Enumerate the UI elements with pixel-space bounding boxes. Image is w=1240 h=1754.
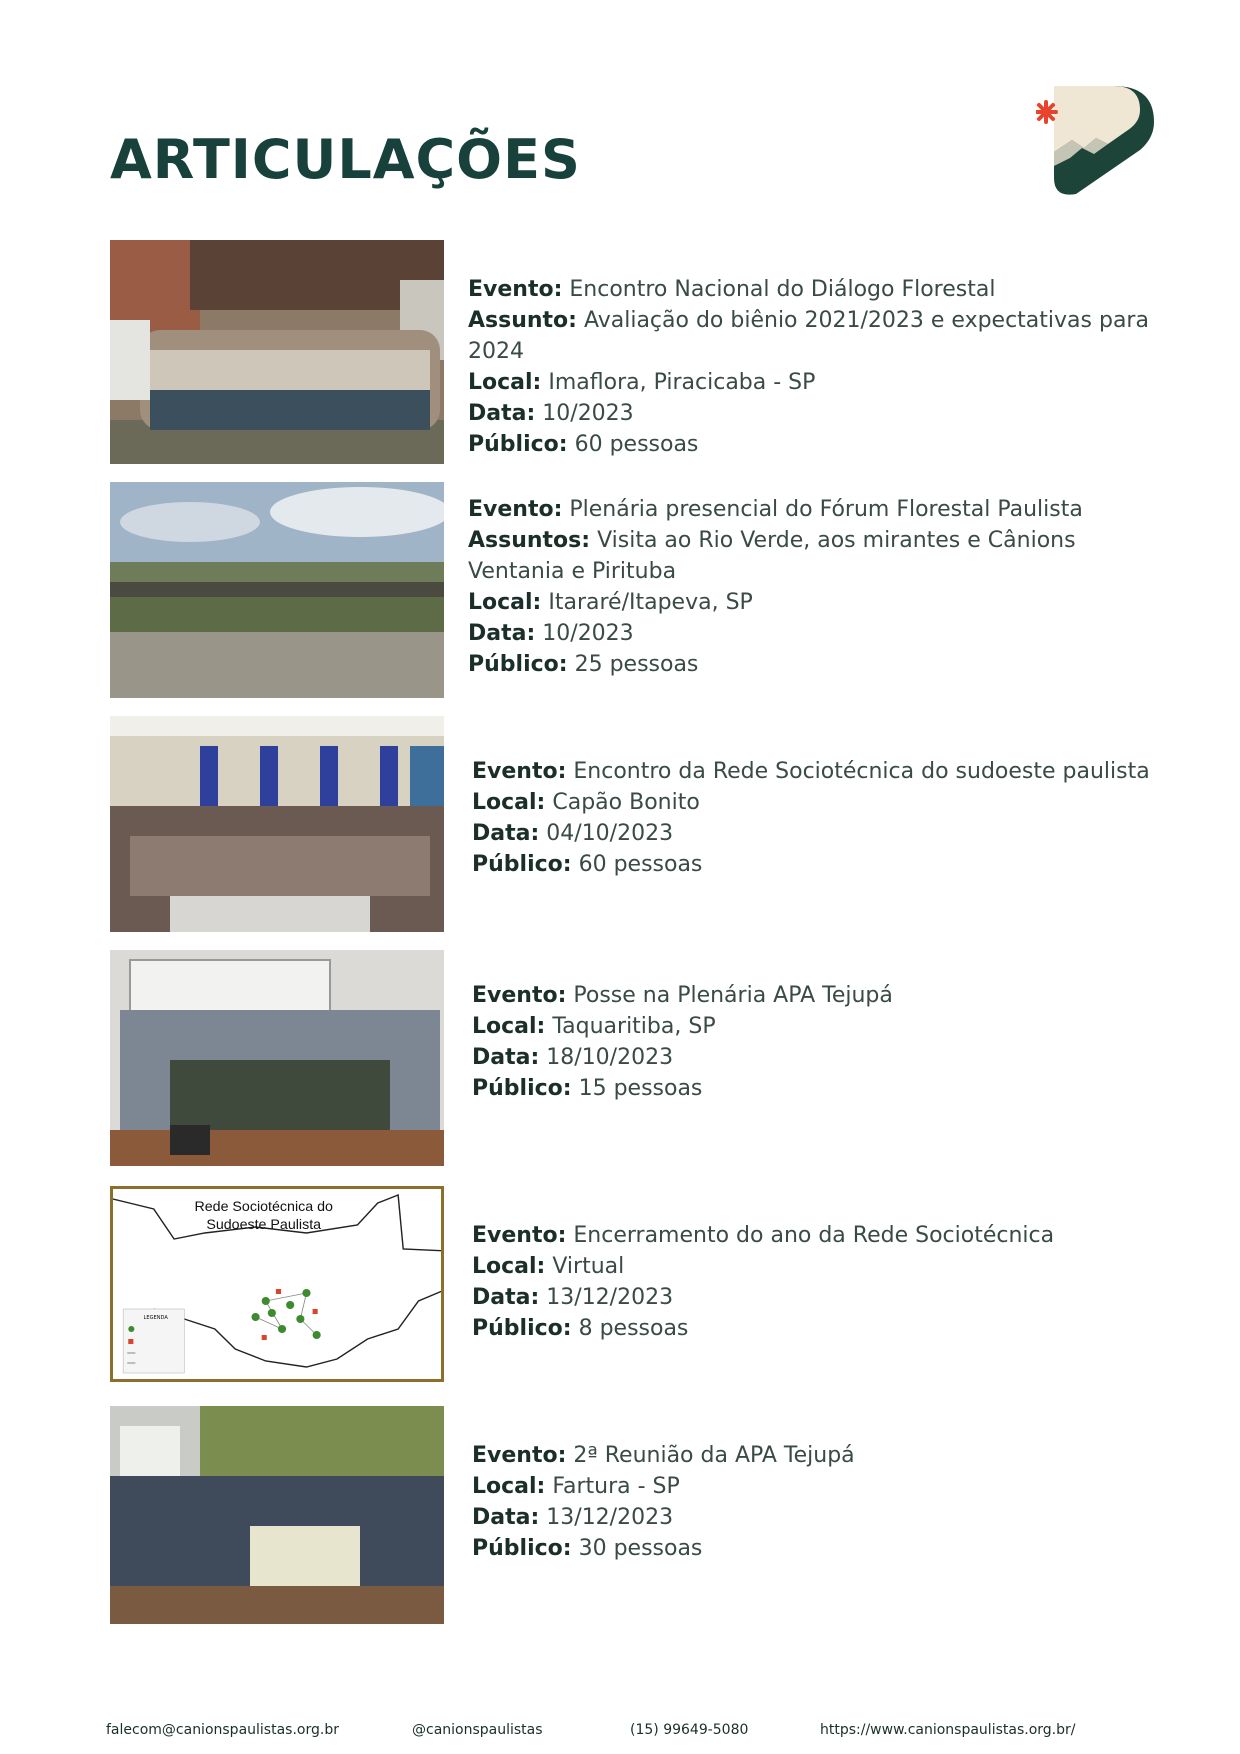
data-label: Data:	[472, 821, 540, 846]
map-legend-title: LEGENDA	[143, 1315, 168, 1321]
photo-meeting-room-3	[110, 716, 444, 932]
local-value: Itararé/Itapeva, SP	[548, 590, 753, 615]
evento-label: Evento:	[472, 759, 567, 784]
local-label: Local:	[468, 590, 542, 615]
evento-label: Evento:	[468, 277, 563, 302]
footer-email[interactable]: falecom@canionspaulistas.org.br	[106, 1722, 339, 1738]
evento-value: 2ª Reunião da APA Tejupá	[573, 1443, 855, 1468]
photo-group-event-6	[110, 1406, 444, 1624]
entry-5	[110, 1186, 1150, 1382]
publico-value: 25 pessoas	[574, 652, 699, 677]
local-value: Taquaritiba, SP	[552, 1014, 716, 1039]
publico-label: Público:	[472, 1536, 572, 1561]
footer	[106, 1722, 1146, 1744]
footer-phone[interactable]: (15) 99649-5080	[630, 1722, 749, 1738]
local-value: Fartura - SP	[552, 1474, 680, 1499]
evento-label: Evento:	[472, 983, 567, 1008]
publico-label: Público:	[472, 852, 572, 877]
local-value: Imaflora, Piracicaba - SP	[548, 370, 816, 395]
data-label: Data:	[468, 401, 536, 426]
canions-paulistas-logo	[1036, 82, 1156, 198]
assuntos-value: Visita ao Rio Verde, aos mirantes e Cânions Ventania e Pirituba	[468, 528, 1076, 584]
data-label: Data:	[472, 1285, 540, 1310]
evento-label: Evento:	[472, 1223, 567, 1248]
entry-2	[110, 482, 1150, 698]
publico-label: Público:	[472, 1316, 572, 1341]
local-label: Local:	[468, 370, 542, 395]
publico-value: 8 pessoas	[578, 1316, 689, 1341]
evento-value: Posse na Plenária APA Tejupá	[573, 983, 893, 1008]
assuntos-label: Assuntos:	[468, 528, 591, 553]
entry-6	[110, 1406, 1150, 1624]
local-value: Capão Bonito	[552, 790, 700, 815]
publico-label: Público:	[468, 652, 568, 677]
data-value: 04/10/2023	[546, 821, 674, 846]
evento-value: Encerramento do ano da Rede Sociotécnica	[573, 1223, 1055, 1248]
local-label: Local:	[472, 1014, 546, 1039]
data-value: 13/12/2023	[546, 1285, 674, 1310]
footer-website[interactable]: https://www.canionspaulistas.org.br/	[820, 1722, 1076, 1738]
publico-label: Público:	[472, 1076, 572, 1101]
publico-value: 60 pessoas	[574, 432, 699, 457]
photo-group-event-1	[110, 240, 444, 464]
photo-group-event-2	[110, 482, 444, 698]
evento-label: Evento:	[472, 1443, 567, 1468]
publico-value: 60 pessoas	[578, 852, 703, 877]
publico-value: 15 pessoas	[578, 1076, 703, 1101]
evento-value: Encontro da Rede Sociotécnica do sudoeste paulista	[573, 759, 1150, 784]
map-title-line2: Sudoeste Paulista	[206, 1216, 322, 1232]
data-label: Data:	[472, 1045, 540, 1070]
assunto-value: Avaliação do biênio 2021/2023 e expectativas para 2024	[468, 308, 1149, 364]
publico-label: Público:	[468, 432, 568, 457]
entry-4	[110, 950, 1150, 1166]
data-label: Data:	[472, 1505, 540, 1530]
local-label: Local:	[472, 1474, 546, 1499]
local-value: Virtual	[552, 1254, 625, 1279]
evento-value: Encontro Nacional do Diálogo Florestal	[569, 277, 996, 302]
data-value: 18/10/2023	[546, 1045, 674, 1070]
assunto-label: Assunto:	[468, 308, 577, 333]
data-value: 10/2023	[542, 401, 634, 426]
page-title: ARTICULAÇÕES	[110, 128, 581, 191]
evento-value: Plenária presencial do Fórum Florestal Paulista	[569, 497, 1083, 522]
data-value: 13/12/2023	[546, 1505, 674, 1530]
footer-instagram[interactable]: @canionspaulistas	[412, 1722, 543, 1738]
photo-group-event-4	[110, 950, 444, 1166]
map-image-rede-sociotecnica	[110, 1186, 444, 1382]
entry-1	[110, 240, 1150, 464]
entry-3	[110, 716, 1150, 932]
publico-value: 30 pessoas	[578, 1536, 703, 1561]
local-label: Local:	[472, 790, 546, 815]
map-title-line1: Rede Sociotécnica do	[194, 1198, 333, 1214]
evento-label: Evento:	[468, 497, 563, 522]
data-label: Data:	[468, 621, 536, 646]
local-label: Local:	[472, 1254, 546, 1279]
data-value: 10/2023	[542, 621, 634, 646]
